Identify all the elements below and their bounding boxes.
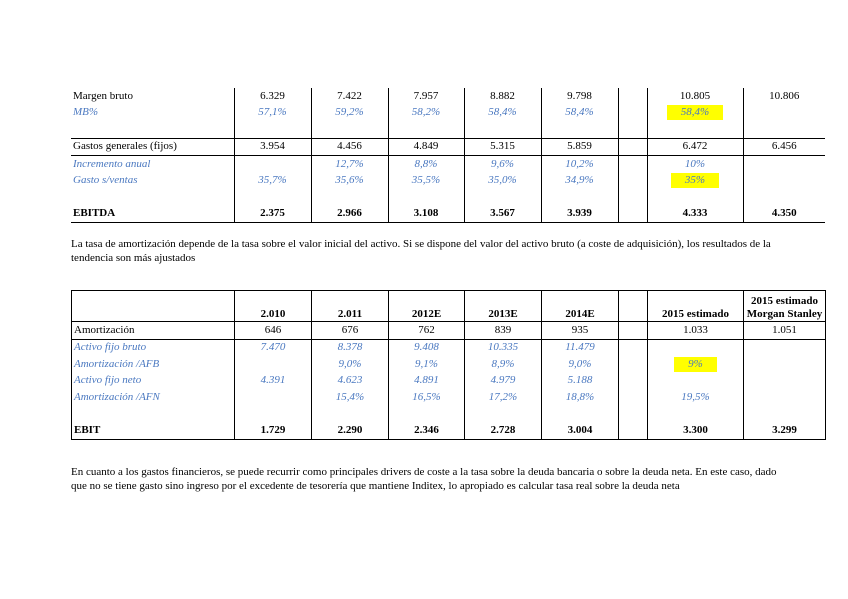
- table-cell: 4.456: [311, 138, 388, 156]
- table-cell: [464, 121, 541, 138]
- spacer-cell: [619, 339, 648, 356]
- table-cell: [389, 406, 465, 423]
- highlighted-value: 35%: [671, 173, 719, 188]
- table-cell: 9,0%: [542, 356, 619, 373]
- table-cell: 59,2%: [311, 105, 388, 122]
- table-cell: [647, 189, 743, 206]
- table-cell: 4.979: [465, 373, 542, 390]
- table-cell: 4.333: [647, 206, 743, 223]
- highlighted-cell: [648, 356, 744, 373]
- table-cell: 2.375: [234, 206, 311, 223]
- table-cell: 4.391: [235, 373, 312, 390]
- table-cell: 10,2%: [541, 156, 618, 173]
- column-header: 2.011: [312, 291, 389, 322]
- table-cell: [744, 389, 826, 406]
- row-label: Gasto s/ventas: [73, 174, 138, 187]
- row-label: Margen bruto: [73, 89, 133, 102]
- table-cell: 3.004: [542, 422, 619, 439]
- table-cell: 57,1%: [234, 105, 311, 122]
- spacer-cell: [618, 189, 647, 206]
- table-cell: 8,8%: [388, 156, 464, 173]
- table-cell: 4.623: [312, 373, 389, 390]
- table-cell: 1.729: [235, 422, 312, 439]
- table-row: [72, 389, 826, 406]
- table-cell: 3.300: [648, 422, 744, 439]
- spacer-cell: [619, 356, 648, 373]
- table-cell: 5.315: [464, 138, 541, 156]
- highlighted-value: 9%: [674, 357, 717, 372]
- table-cell: 11.479: [542, 339, 619, 356]
- table-cell: 16,5%: [389, 389, 465, 406]
- spacer-cell: [618, 206, 647, 223]
- table-cell: [388, 121, 464, 138]
- highlighted-cell: [647, 173, 743, 190]
- column-header: [72, 291, 235, 322]
- table-cell: 9,1%: [389, 356, 465, 373]
- table-cell: [744, 406, 826, 423]
- table-cell: [234, 189, 311, 206]
- table-row: [71, 105, 825, 122]
- table-cell: 3.939: [541, 206, 618, 223]
- table-cell: 3.567: [464, 206, 541, 223]
- table-row: [71, 189, 825, 206]
- table-row: [72, 406, 826, 423]
- table-cell: [648, 406, 744, 423]
- header-row: [72, 291, 826, 322]
- table-cell: [647, 121, 743, 138]
- table-cell: 15,4%: [312, 389, 389, 406]
- table-cell: [648, 373, 744, 390]
- table-cell: 10.805: [647, 88, 743, 105]
- ebitda-table: [71, 88, 825, 223]
- table-cell: 7.422: [311, 88, 388, 105]
- table-cell: 1.051: [744, 322, 826, 340]
- table-cell: [541, 121, 618, 138]
- table-cell: 6.472: [647, 138, 743, 156]
- row-label: [71, 121, 234, 138]
- table-cell: 2.346: [389, 422, 465, 439]
- table-row: [71, 138, 825, 156]
- table-row: [72, 356, 826, 373]
- row-label: Amortización: [72, 322, 235, 340]
- table-cell: [235, 389, 312, 406]
- table-cell: 10.335: [465, 339, 542, 356]
- spacer-cell: [618, 121, 647, 138]
- table-row: [72, 322, 826, 340]
- table-cell: 7.470: [235, 339, 312, 356]
- row-label: Amortización /AFN: [72, 389, 235, 406]
- spacer-cell: [618, 173, 647, 190]
- table-cell: 58,4%: [541, 105, 618, 122]
- column-header: 2014E: [542, 291, 619, 322]
- table-cell: [744, 339, 826, 356]
- table-cell: 19,5%: [648, 389, 744, 406]
- table-cell: [743, 173, 825, 190]
- table-cell: 12,7%: [311, 156, 388, 173]
- spacer-cell: [619, 406, 648, 423]
- row-label: MB%: [73, 106, 99, 119]
- table-cell: [234, 121, 311, 138]
- table-row: [71, 88, 825, 105]
- column-header: 2012E: [389, 291, 465, 322]
- table-cell: [743, 156, 825, 173]
- table-cell: 2.728: [465, 422, 542, 439]
- amortization-paragraph: La tasa de amortización depende de la tasa sobre el valor inicial del activo. Si se dispone del valor del activo bruto (a coste de adquisición), los resultados de la tendencia son más ajustados: [71, 238, 771, 264]
- table-cell: 35,7%: [234, 173, 311, 190]
- row-label: Incremento anual: [73, 157, 151, 170]
- table-row: [71, 121, 825, 138]
- table-cell: 8,9%: [465, 356, 542, 373]
- table-cell: [743, 189, 825, 206]
- table-cell: 35,5%: [388, 173, 464, 190]
- table-row: [72, 339, 826, 356]
- table-cell: 7.957: [388, 88, 464, 105]
- table-cell: 2.290: [312, 422, 389, 439]
- table-cell: [464, 189, 541, 206]
- table-cell: [312, 406, 389, 423]
- table-cell: 3.108: [388, 206, 464, 223]
- table-cell: 676: [312, 322, 389, 340]
- spacer-cell: [619, 389, 648, 406]
- table-cell: [648, 339, 744, 356]
- row-label: [72, 406, 235, 423]
- table-cell: 6.456: [743, 138, 825, 156]
- table-cell: 9,6%: [464, 156, 541, 173]
- row-label: Activo fijo neto: [72, 373, 235, 390]
- table-cell: [235, 406, 312, 423]
- financial-expenses-paragraph: En cuanto a los gastos financieros, se puede recurrir como principales drivers de coste a la tasa sobre la deuda bancaria o sobre la deuda neta. En este caso, dado que no se tiene gasto sino ingreso por el excedente de tesorería que mantiene Inditex, lo apropiado es calcular tasa real sobre la deuda neta: [71, 466, 777, 492]
- table-row: [71, 173, 825, 190]
- table-cell: 4.849: [388, 138, 464, 156]
- spacer-cell: [619, 322, 648, 340]
- table-cell: 6.329: [234, 88, 311, 105]
- table-cell: 35,6%: [311, 173, 388, 190]
- spacer-cell: [618, 105, 647, 122]
- table-cell: [465, 406, 542, 423]
- table-cell: 9,0%: [312, 356, 389, 373]
- table-cell: 5.188: [542, 373, 619, 390]
- table-cell: [388, 189, 464, 206]
- table-cell: [234, 156, 311, 173]
- highlighted-cell: [647, 105, 743, 122]
- table-cell: [541, 189, 618, 206]
- table-cell: 5.859: [541, 138, 618, 156]
- table-cell: 58,2%: [388, 105, 464, 122]
- row-label: Amortización /AFB: [72, 356, 235, 373]
- row-label: Gastos generales (fijos): [71, 138, 234, 156]
- row-label: EBITDA: [71, 206, 234, 223]
- table-cell: 4.350: [743, 206, 825, 223]
- column-header: 2.010: [235, 291, 312, 322]
- table-cell: 10%: [647, 156, 743, 173]
- table-cell: 34,9%: [541, 173, 618, 190]
- table-cell: [744, 356, 826, 373]
- table-cell: [743, 105, 825, 122]
- table-cell: 18,8%: [542, 389, 619, 406]
- row-label: [71, 189, 234, 206]
- spacer-cell: [618, 138, 647, 156]
- table-cell: [743, 121, 825, 138]
- table-row: [71, 156, 825, 173]
- table-cell: 58,4%: [464, 105, 541, 122]
- spacer-cell: [619, 373, 648, 390]
- table-cell: [235, 356, 312, 373]
- table-cell: 35,0%: [464, 173, 541, 190]
- table-cell: 839: [465, 322, 542, 340]
- table-cell: [744, 373, 826, 390]
- spacer-cell: [619, 422, 648, 439]
- table-cell: 3.299: [744, 422, 826, 439]
- table-cell: 762: [389, 322, 465, 340]
- column-header: 2015 estimado: [648, 291, 744, 322]
- highlighted-value: 58,4%: [667, 105, 723, 120]
- table-cell: [311, 189, 388, 206]
- column-header: 2015 estimado Morgan Stanley: [744, 291, 826, 322]
- table-cell: 17,2%: [465, 389, 542, 406]
- table-row: [72, 422, 826, 439]
- table-row: [72, 373, 826, 390]
- table-cell: 4.891: [389, 373, 465, 390]
- table-row: [71, 206, 825, 223]
- table-cell: 8.378: [312, 339, 389, 356]
- column-header: 2013E: [465, 291, 542, 322]
- table-cell: 1.033: [648, 322, 744, 340]
- spacer-cell: [618, 88, 647, 105]
- spacer-cell: [618, 156, 647, 173]
- table-cell: [542, 406, 619, 423]
- table-cell: 8.882: [464, 88, 541, 105]
- table-cell: 3.954: [234, 138, 311, 156]
- table-cell: 9.408: [389, 339, 465, 356]
- table-cell: 9.798: [541, 88, 618, 105]
- row-label: Activo fijo bruto: [72, 339, 235, 356]
- table-cell: 646: [235, 322, 312, 340]
- table-cell: [311, 121, 388, 138]
- row-label: EBIT: [72, 422, 235, 439]
- ebit-table: [71, 290, 826, 440]
- table-cell: 10.806: [743, 88, 825, 105]
- table-cell: 935: [542, 322, 619, 340]
- column-header: [619, 291, 648, 322]
- table-cell: 2.966: [311, 206, 388, 223]
